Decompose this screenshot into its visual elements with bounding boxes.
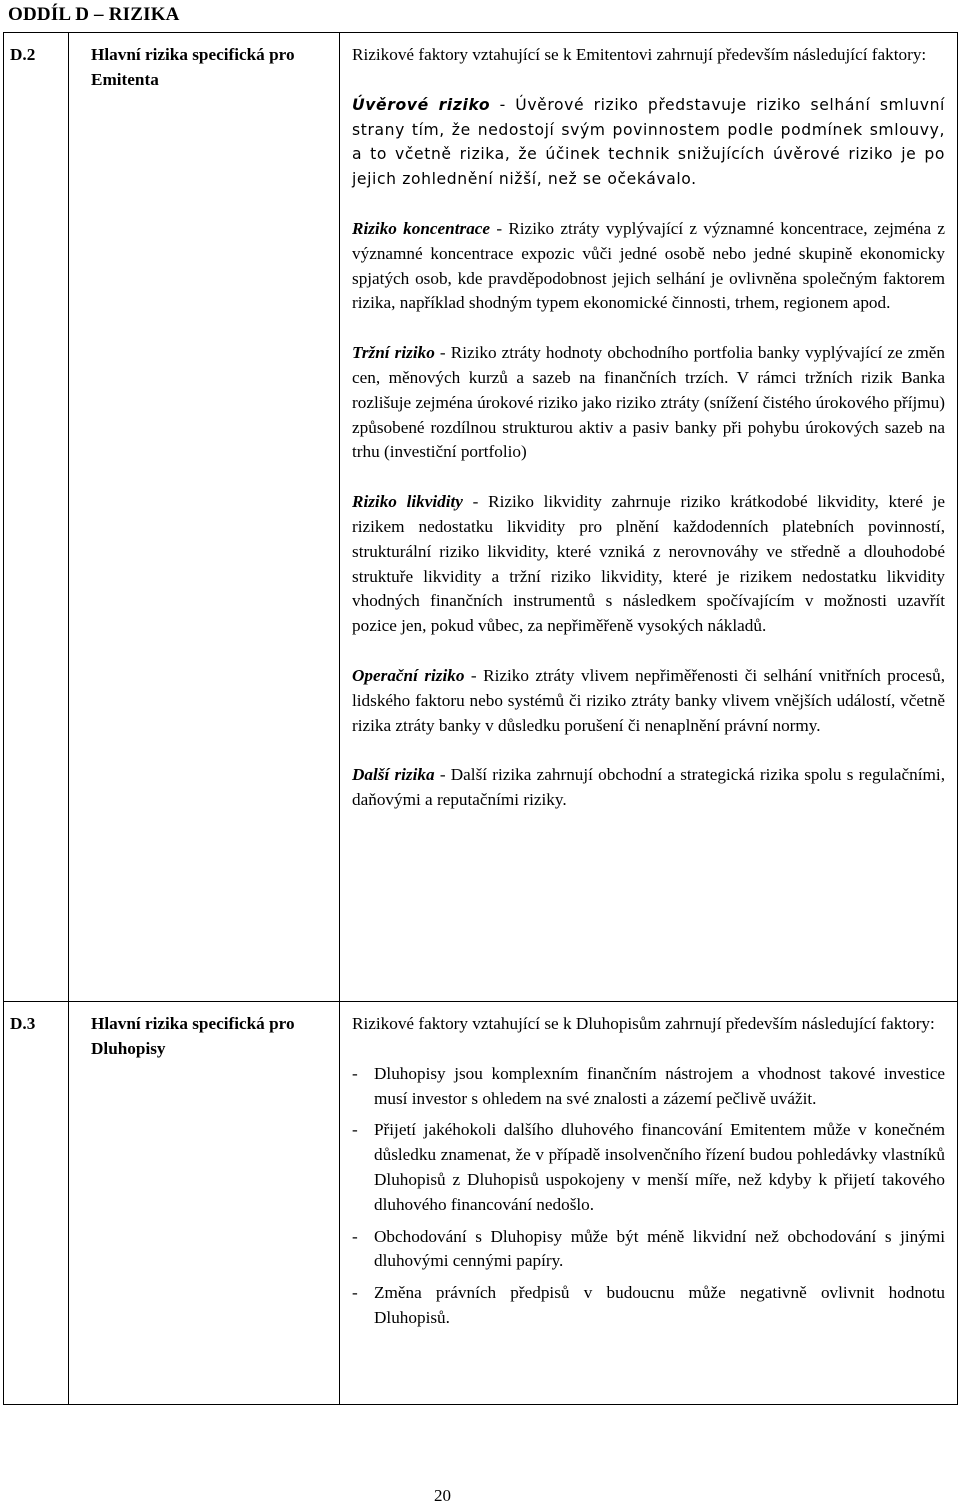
intro-text: Rizikové faktory vztahující se k Emitentovi zahrnují především následující faktory: [352, 45, 927, 64]
risk-term: Operační riziko [352, 665, 465, 685]
risk-paragraph-liquidity [352, 490, 945, 639]
bullet-list [352, 1062, 945, 1331]
risk-term: Další rizika [352, 765, 435, 785]
list-item-text: Obchodování s Dluhopisy může být méně likvidní než obchodování s jinými dluhovými cennými papíry. [374, 1226, 945, 1271]
risk-paragraph-operational [352, 664, 945, 738]
table-row [4, 33, 958, 1002]
row-title-cell [69, 33, 340, 1002]
risk-description: - Riziko likvidity zahrnuje riziko krátkodobé likvidity, které je rizikem nedostatku likvidity pro plnění každodenních platebních povinností, strukturální riziko likvidity, které vzniká z nerovnováhy ve středně a dlouhodobé struktuře likvidity a tržní riziko likvidity, které je rizikem nedostatku likvidity vhodných finančních instrumentů s následkem spočívajícím v možnosti uzavřít pozice jen, pokud vůbec, za nepřiměřeně vysokých nákladů. [352, 492, 945, 636]
list-item [352, 1281, 945, 1331]
row-title-cell [69, 1002, 340, 1405]
page-number: 20 [434, 1486, 451, 1505]
list-item [352, 1118, 945, 1217]
risk-description: - Další rizika zahrnují obchodní a strategická rizika spolu s regulačními, daňovými a reputačními riziky. [352, 765, 945, 810]
list-item-text: Dluhopisy jsou komplexním finančním nástrojem a vhodnost takové investice musí investor s ohledem na své znalosti a zázemí pečlivě uvážit. [374, 1063, 945, 1108]
risk-paragraph-other [352, 763, 945, 813]
risk-description: - Úvěrové riziko představuje riziko selhání smluvní strany tím, že nedostojí svým povinnostem podle podmínek smlouvy, a to včetně rizika, že účinek technik snižujících úvěrové riziko je po jejich zohlednění nižší, než se očekávalo. [352, 95, 945, 189]
risk-description: - Riziko ztráty vlivem nepřiměřenosti či selhání vnitřních procesů, lidského faktoru nebo systémů či riziko ztráty banky vlivem vnějších událostí, včetně rizika ztráty banky v důsledku porušení či nenaplnění právní normy. [352, 665, 945, 735]
risk-term: Tržní riziko [352, 343, 435, 363]
risk-term: Úvěrové riziko [352, 95, 491, 114]
risk-paragraph-market [352, 341, 945, 465]
risk-description: - Riziko ztráty hodnoty obchodního portfolia banky vyplývající ze změn cen, měnových kurzů a sazeb na finančních trzích. V rámci tržních rizik Banka rozlišuje zejména úrokové riziko jako riziko ztráty (snížení čistého úrokového příjmu) způsobené rozdílnou strukturou aktiv a pasiv banky při pohybu úrokových sazeb na trhu (investiční portfolio) [352, 343, 945, 462]
risk-term: Riziko koncentrace [352, 218, 491, 238]
risk-paragraph-concentration [352, 217, 945, 316]
intro-text: Rizikové faktory vztahující se k Dluhopisům zahrnují především následující faktory: [352, 1014, 935, 1033]
row-id: D.2 [10, 45, 36, 64]
bullet-marker: - [352, 1063, 358, 1083]
row-title: Hlavní rizika specifická pro Dluhopisy [91, 1014, 295, 1058]
list-item-text: Změna právních předpisů v budoucnu může negativně ovlivnit hodnotu Dluhopisů. [374, 1283, 945, 1327]
row-id: D.3 [10, 1014, 36, 1033]
row-id-cell [4, 33, 69, 1002]
row-id-cell [4, 1002, 69, 1405]
list-item [352, 1225, 945, 1275]
risk-term: Riziko likvidity [352, 492, 463, 512]
risk-description: - Riziko ztráty vyplývající z významné koncentrace, zejména z významné koncentrace expozic vůči jedné osobě nebo jedné skupině ekonomicky spjatých osob, kde pravděpodobnost jejich selhání je ovlivněna společným faktorem rizika, například shodným typem ekonomické činnosti, trhem, regionem apod. [352, 218, 945, 313]
risk-paragraph-credit [352, 93, 945, 192]
table-row [4, 1002, 958, 1405]
bullet-marker: - [352, 1283, 358, 1303]
row-title: Hlavní rizika specifická pro Emitenta [91, 45, 295, 89]
row-content-cell [340, 1002, 958, 1405]
bullet-marker: - [352, 1120, 358, 1140]
bullet-marker: - [352, 1226, 358, 1246]
list-item [352, 1062, 945, 1112]
row-content-cell [340, 33, 958, 1002]
risk-table [3, 32, 958, 1405]
list-item-text: Přijetí jakéhokoli dalšího dluhového financování Emitentem může v konečném důsledku znamenat, že v případě insolvenčního řízení budou pohledávky vlastníků Dluhopisů z Dluhopisů uspokojeny v menší míře, než kdyby k přijetí takového dluhového financování nedošlo. [374, 1120, 945, 1214]
section-heading: ODDÍL D – RIZIKA [8, 4, 180, 25]
